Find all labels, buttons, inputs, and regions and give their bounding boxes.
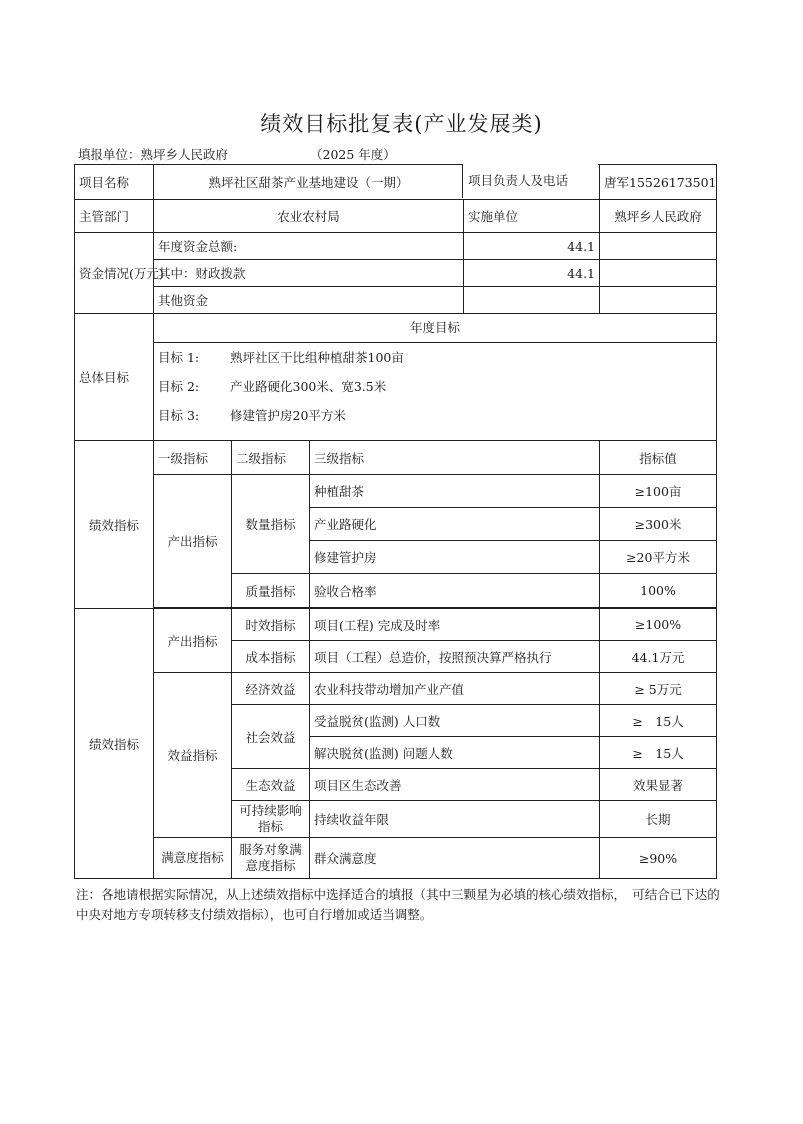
indicator-value: ≥ 5万元: [600, 673, 717, 705]
unit-line: [78, 145, 228, 163]
indicator-name: 项目(工程) 完成及时率: [310, 609, 600, 641]
output-indicator-2: 产出指标: [154, 609, 232, 673]
fund-total-extra: [600, 233, 717, 260]
econ-indicator: 经济效益: [232, 673, 310, 705]
dept-label: 主管部门: [75, 200, 154, 233]
satisfy-indicator: 满意度指标: [154, 838, 232, 879]
fund-fiscal-extra: [600, 260, 717, 287]
indicator-value: ≥20平方米: [600, 541, 717, 574]
footnote: 注：各地请根据实际情况，从上述绩效指标中选择适合的填报（其中三颗星为必填的核心绩效指标， 可结合已下达的中央对地方专项转移支付绩效指标），也可自行增加或适当调整。: [76, 887, 720, 922]
impl-label: 实施单位: [464, 200, 600, 233]
benefit-indicator: 效益指标: [154, 673, 232, 838]
fund-other-label: 其他资金: [154, 287, 464, 314]
indicator-name: 群众满意度: [310, 838, 600, 879]
header-level1: 一级指标: [154, 441, 232, 475]
indicator-name: 解决脱贫(监测) 问题人数: [310, 737, 600, 769]
quality-indicator: 质量指标: [232, 574, 310, 608]
indicator-value: 44.1万元: [600, 641, 717, 673]
cost-indicator: 成本指标: [232, 641, 310, 673]
goal-cell: [154, 314, 717, 441]
goal-item-text: 熟坪社区干比组种植甜茶100亩: [230, 350, 404, 365]
goal-item: [154, 372, 716, 401]
indicator-name: 修建管护房: [310, 541, 600, 574]
goal-item-text: 修建管护房20平方米: [230, 408, 346, 423]
indicator-name: 农业科技带动增加产业产值: [310, 673, 600, 705]
sustain-indicator: 可持续影响指标: [232, 801, 310, 838]
year-label: （2025 年度）: [310, 147, 396, 162]
indicator-value: ≥ 15人: [600, 705, 717, 737]
indicator-value: 效果显著: [600, 769, 717, 801]
goal-item: [154, 401, 716, 430]
indicator-value: ≥100%: [600, 609, 717, 641]
header-value: 指标值: [600, 441, 717, 475]
header-level3: 三级指标: [310, 441, 600, 475]
project-name-label: 项目名称: [75, 165, 154, 200]
fund-label: 资金情况(万元): [75, 233, 154, 314]
indicator-value: ≥90%: [600, 838, 717, 879]
timely-indicator: 时效指标: [232, 609, 310, 641]
fund-other-value: [464, 287, 600, 314]
indicator-value: ≥ 15人: [600, 737, 717, 769]
indicator-name: 项目区生态改善: [310, 769, 600, 801]
fund-fiscal-value: 44.1: [464, 260, 600, 287]
goal-item: [154, 343, 716, 372]
header-level2: 二级指标: [232, 441, 310, 475]
social-indicator: 社会效益: [232, 705, 310, 769]
form-table-wrapper: [74, 164, 717, 879]
indicator-name: 受益脱贫(监测) 人口数: [310, 705, 600, 737]
eco-indicator: 生态效益: [232, 769, 310, 801]
fund-fiscal-label: 其中：财政拨款: [154, 260, 464, 287]
dept-value: 农业农村局: [154, 200, 464, 233]
project-name-value: 熟坪社区甜茶产业基地建设（一期）: [154, 165, 600, 200]
service-indicator: 服务对象满意度指标: [232, 838, 310, 879]
impl-value: 熟坪乡人民政府: [600, 200, 717, 233]
indicator-value: 100%: [600, 574, 717, 608]
goal-head: 年度目标: [154, 314, 716, 343]
indicator-value: ≥100亩: [600, 475, 717, 508]
unit-label: 填报单位：: [78, 147, 141, 162]
indicator-name: 验收合格率: [310, 574, 600, 608]
fund-other-extra: [600, 287, 717, 314]
leader-value: 唐军15526173501: [600, 165, 717, 200]
indicator-value: 长期: [600, 801, 717, 838]
indicator-name: 种植甜茶: [310, 475, 600, 508]
goal-item-label: 目标 3:: [158, 408, 200, 423]
output-indicator: 产出指标: [154, 475, 232, 608]
fund-total-label: 年度资金总额:: [154, 233, 464, 260]
indicator-name: 产业路硬化: [310, 508, 600, 541]
fund-total-value: 44.1: [464, 233, 600, 260]
indicator-name: 项目（工程）总造价，按照预决算严格执行: [310, 641, 600, 673]
perf-section-label: 绩效指标: [75, 441, 154, 609]
quantity-indicator: 数量指标: [232, 475, 310, 574]
indicator-value: ≥300米: [600, 508, 717, 541]
leader-label: 项目负责人及电话: [462, 164, 598, 198]
goal-label: 总体目标: [75, 314, 154, 441]
goal-item-text: 产业路硬化300米、宽3.5米: [230, 379, 387, 394]
perf-section-label-2: 绩效指标: [75, 609, 154, 879]
goal-item-label: 目标 2:: [158, 379, 200, 394]
indicator-name: 持续收益年限: [310, 801, 600, 838]
performance-form-table: [74, 164, 717, 879]
unit-value: 熟坪乡人民政府: [140, 147, 229, 162]
form-title: 绩效目标批复表(产业发展类): [260, 112, 543, 136]
goal-item-label: 目标 1:: [158, 350, 200, 365]
